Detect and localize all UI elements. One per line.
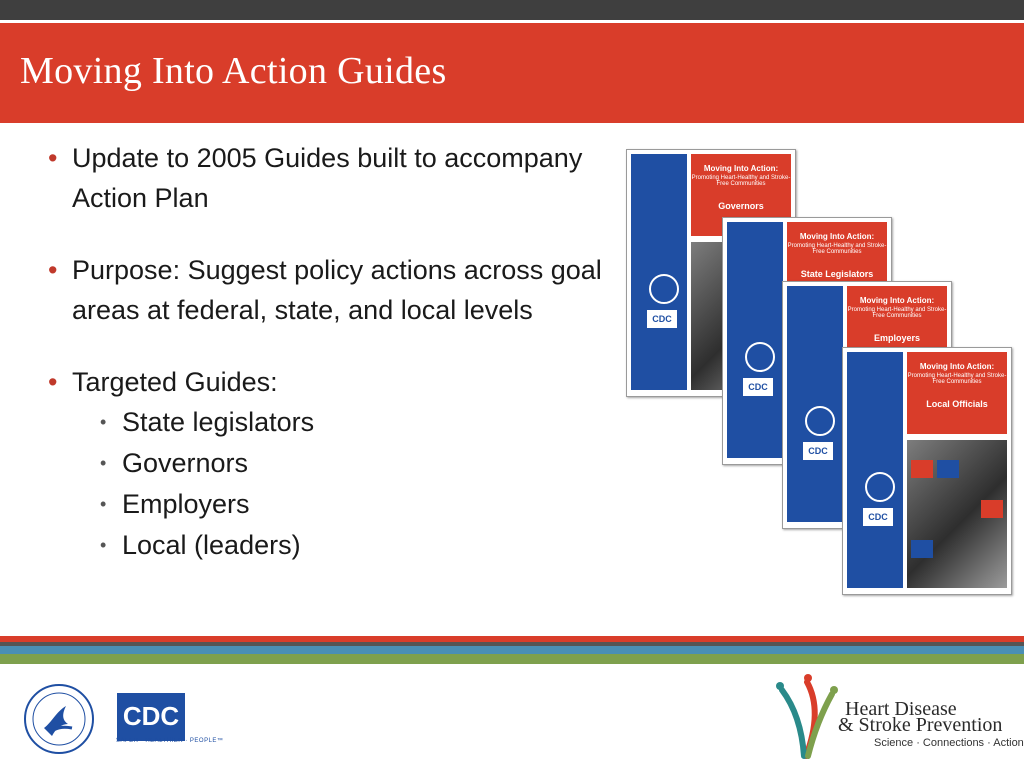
cover-series: Moving Into Action: [919,362,995,371]
cdc-logo-icon: CDC [803,442,833,460]
cover-audience: Employers [873,333,921,343]
sub-bullet-dot-icon: • [100,494,107,514]
program-name-line1: Heart Disease [845,698,957,720]
program-name-line2: & Stroke Prevention [838,714,1003,736]
sub-bullet-dot-icon: • [100,412,107,432]
cover-spine [847,352,903,588]
cover-subtitle: Promoting Heart-Healthy and Stroke-Free Communities [787,243,887,255]
slide-title: Moving Into Action Guides [20,50,447,92]
cover-photo [907,440,1007,588]
cover-series: Moving Into Action: [859,296,935,305]
cover-subtitle: Promoting Heart-Healthy and Stroke-Free Communities [847,307,947,319]
cdc-logo-icon: CDC [117,693,185,741]
hhs-eagle-seal-icon [865,472,895,502]
stripe-green [0,654,1024,664]
stripe-blue [0,646,1024,654]
cover-subtitle: Promoting Heart-Healthy and Stroke-Free Communities [691,175,791,187]
cover-subtitle: Promoting Heart-Healthy and Stroke-Free Communities [907,373,1007,385]
guide-cover-local-officials [842,347,1012,595]
cover-spine [631,154,687,390]
guide-covers-image [620,145,1020,605]
sub-bullet-item [100,402,608,443]
bullet-item [48,138,608,218]
bullet-item [48,250,608,330]
title-bar [0,23,1024,123]
sub-bullet-text: Local (leaders) [122,530,301,560]
cover-audience: State Legislators [800,269,874,279]
cover-spine [727,222,783,458]
top-band [0,0,1024,20]
sub-bullet-item [100,525,608,566]
cover-series: Moving Into Action: [799,232,875,241]
cdc-tagline: SAFER · HEALTHIER · PEOPLE™ [116,738,224,744]
bullet-item [48,362,608,402]
sub-bullet-item [100,443,608,484]
bullet-dot-icon: • [48,255,58,285]
program-tagline: Science · Connections · Action [874,737,1024,749]
bullet-text: Purpose: Suggest policy actions across goal areas at federal, state, and local levels [72,255,602,325]
sub-bullet-list [48,402,608,566]
cover-audience: Local Officials [926,399,988,409]
slide-body [48,138,608,566]
sub-bullet-text: Governors [122,448,249,478]
sub-bullet-dot-icon: • [100,535,107,555]
bullet-dot-icon: • [48,367,58,397]
hhs-eagle-seal-icon [745,342,775,372]
bullet-text: Update to 2005 Guides built to accompany Action Plan [72,143,583,213]
sub-bullet-text: Employers [122,489,250,519]
cover-tile [911,540,933,558]
hhs-eagle-seal-icon [649,274,679,304]
cover-tile [937,460,959,478]
sub-bullet-text: State legislators [122,407,315,437]
hhs-eagle-seal-icon [22,682,96,756]
cover-series: Moving Into Action: [703,164,779,173]
hhs-eagle-seal-icon [805,406,835,436]
hdsp-figures-logo-icon [772,672,842,762]
cover-audience: Governors [718,201,764,211]
cover-tile [911,460,933,478]
bullet-text: Targeted Guides: [72,367,278,397]
cdc-logo-icon: CDC [863,508,893,526]
sub-bullet-item [100,484,608,525]
cover-header [907,352,1007,434]
sub-bullet-dot-icon: • [100,453,107,473]
cdc-logo-icon: CDC [743,378,773,396]
bullet-dot-icon: • [48,143,58,173]
cover-spine [787,286,843,522]
cover-tile [981,500,1003,518]
cdc-logo-icon: CDC [647,310,677,328]
